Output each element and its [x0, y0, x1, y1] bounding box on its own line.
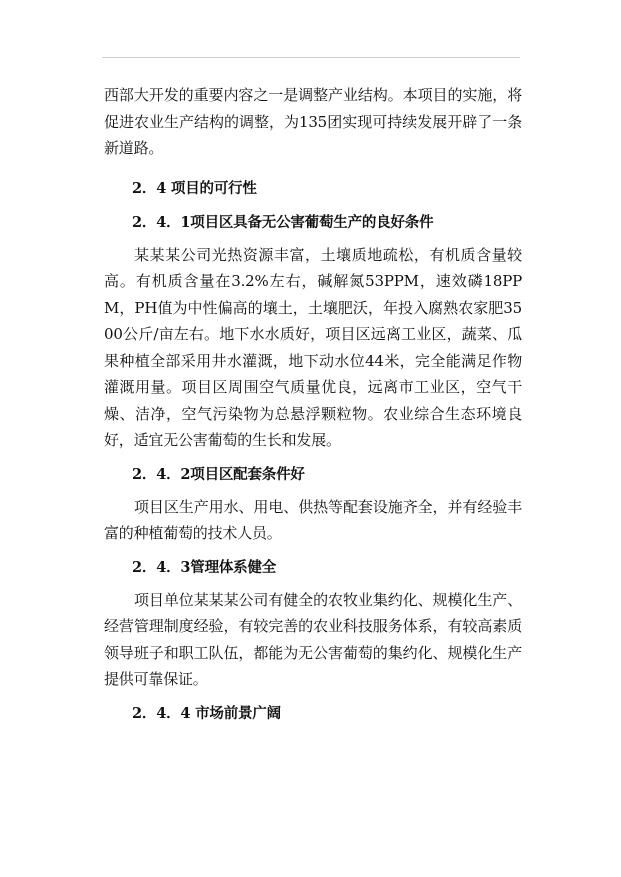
section-heading-2-4-3: 2．4．3管理体系健全	[132, 558, 277, 576]
section-heading-2-4-1: 2．4．1项目区具备无公害葡萄生产的良好条件	[132, 213, 434, 231]
section-heading-2-4-4: 2．4．4 市场前景广阔	[132, 704, 281, 722]
section-heading-2-4: 2．4 项目的可行性	[132, 179, 257, 197]
section-heading-2-4-2: 2．4．2项目区配套条件好	[132, 465, 305, 483]
intro-paragraph: 西部大开发的重要内容之一是调整产业结构。本项目的实施，将促进农业生产结构的调整，为135团实现可持续发展开辟了一条新道路。	[104, 86, 522, 157]
section-2-4-2-paragraph: 项目区生产用水、用电、供热等配套设施齐全，并有经验丰富的种植葡萄的技术人员。	[104, 497, 522, 542]
document-body	[104, 82, 522, 733]
header-rule	[102, 57, 520, 58]
section-2-4-1-paragraph: 某某某公司光热资源丰富，土壤质地疏松，有机质含量较高。有机质含量在3.2%左右，碱解氮53PPM，速效磷18PPM，PH值为中性偏高的壤土，土壤肥沃，年投入腐熟农家肥3500公斤/亩左右。地下水水质好，项目区远离工业区，蔬菜、瓜果种植全部采用井水灌溉，地下动水位44米，完全能满足作物灌溉用量。项目区周围空气质量优良，远离市工业区，空气干燥、洁净，空气污染物为总悬浮颗粒物。农业综合生态环境良好，适宜无公害葡萄的生长和发展。	[104, 245, 522, 449]
section-2-4-3-paragraph: 项目单位某某某公司有健全的农牧业集约化、规模化生产、经营管理制度经验，有较完善的农业科技服务体系，有较高素质领导班子和职工队伍，都能为无公害葡萄的集约化、规模化生产提供可靠保证。	[104, 590, 522, 688]
